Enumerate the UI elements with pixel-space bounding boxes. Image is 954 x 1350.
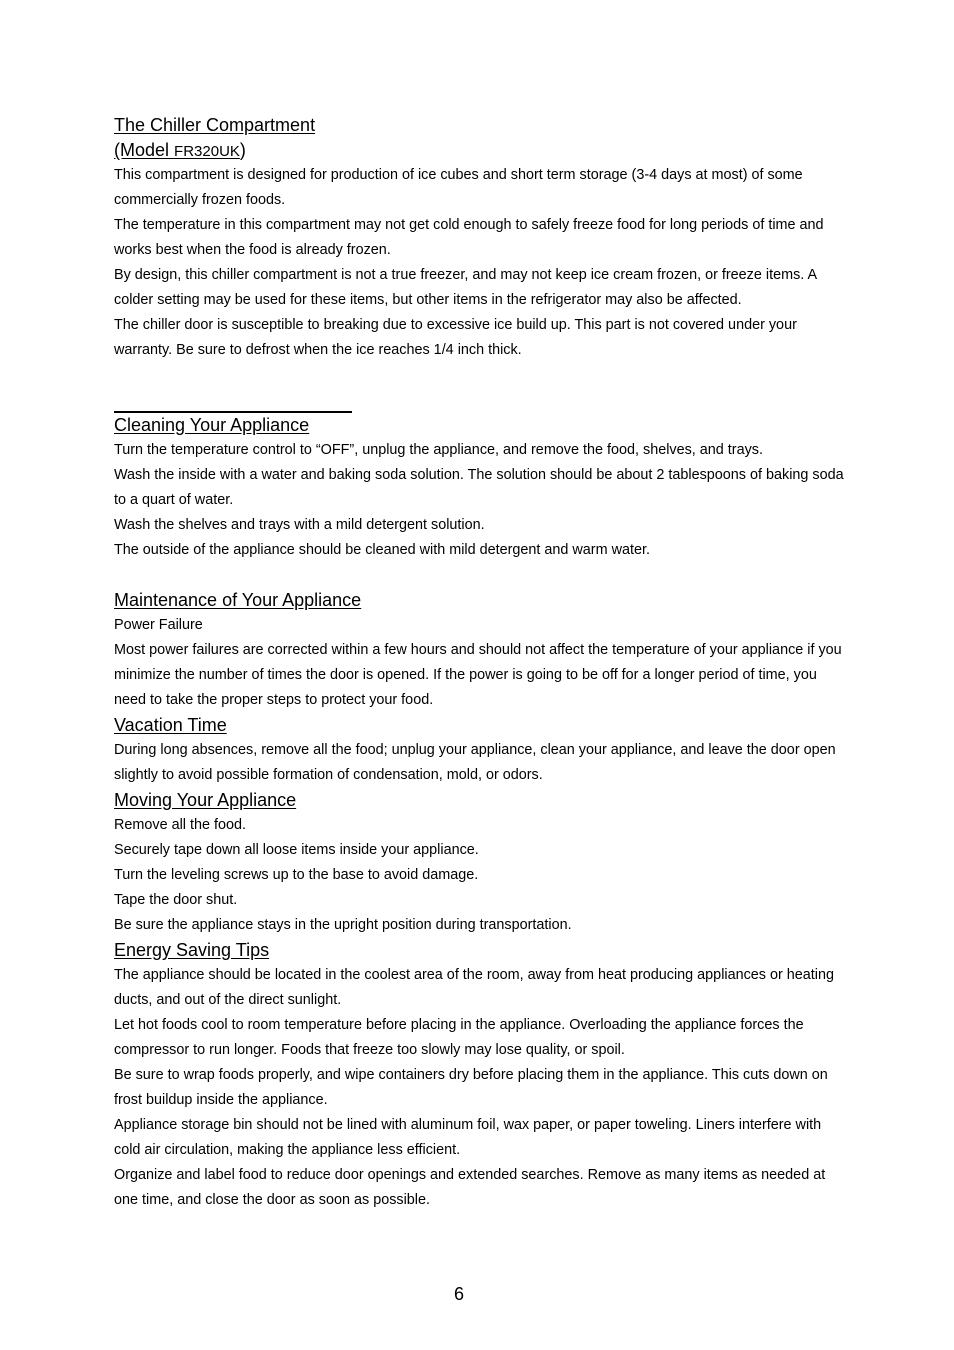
maintenance-subheading: Power Failure <box>114 617 203 633</box>
maintenance-heading <box>114 588 849 613</box>
maintenance-title: Maintenance of Your Appliance <box>114 590 362 610</box>
chiller-paragraph: The temperature in this compartment may not get cold enough to safely freeze food for long periods of time and works best when the food is already frozen. <box>114 217 824 258</box>
model-close: ) <box>239 140 246 160</box>
maintenance-paragraph: Most power failures are corrected within a few hours and should not affect the temperature of your appliance if you minimize the number of times the door is opened. If the power is going to be off for a longer period of time, you need to take the proper steps to protect your food. <box>114 642 842 708</box>
chiller-model-line <box>114 138 849 163</box>
chiller-paragraph: By design, this chiller compartment is not a true freezer, and may not keep ice cream frozen, or freeze items. A colder setting may be used for these items, but other items in the refrigerator may also be affected. <box>114 267 817 308</box>
cleaning-paragraph: The outside of the appliance should be cleaned with mild detergent and warm water. <box>114 542 650 558</box>
cleaning-paragraph: Wash the shelves and trays with a mild detergent solution. <box>114 517 485 533</box>
cleaning-paragraph: Wash the inside with a water and baking soda solution. The solution should be about 2 tablespoons of baking soda to a quart of water. <box>114 467 844 508</box>
moving-title: Moving Your Appliance <box>114 790 297 810</box>
cleaning-heading <box>114 413 849 438</box>
moving-paragraph: Tape the door shut. <box>114 892 238 908</box>
section-divider-wrap <box>114 363 849 413</box>
energy-paragraph: Be sure to wrap foods properly, and wipe containers dry before placing them in the appliance. This cuts down on frost buildup inside the appliance. <box>114 1067 828 1108</box>
cleaning-paragraph: Turn the temperature control to “OFF”, unplug the appliance, and remove the food, shelves, and trays. <box>114 442 763 458</box>
chiller-paragraph: The chiller door is susceptible to breaking due to excessive ice build up. This part is not covered under your warranty. Be sure to defrost when the ice reaches 1/4 inch thick. <box>114 317 797 358</box>
section-divider <box>114 411 352 413</box>
vacation-heading <box>114 713 849 738</box>
moving-paragraph: Remove all the food. <box>114 817 246 833</box>
chiller-paragraph: This compartment is designed for production of ice cubes and short term storage (3-4 days at most) of some commercially frozen foods. <box>114 167 803 208</box>
vacation-paragraph: During long absences, remove all the food; unplug your appliance, clean your appliance, and leave the door open slightly to avoid possible formation of condensation, mold, or odors. <box>114 742 836 783</box>
vacation-title: Vacation Time <box>114 715 227 735</box>
moving-paragraph: Turn the leveling screws up to the base to avoid damage. <box>114 867 479 883</box>
moving-paragraph: Be sure the appliance stays in the upright position during transportation. <box>114 917 572 933</box>
page-number: 6 <box>453 1284 464 1304</box>
moving-heading <box>114 788 849 813</box>
chiller-title: The Chiller Compartment <box>114 115 316 135</box>
model-code: FR320 <box>174 143 220 160</box>
energy-paragraph: Let hot foods cool to room temperature before placing in the appliance. Overloading the appliance forces the compressor to run longer. Foods that freeze too slowly may lose quality, or spoil. <box>114 1017 804 1058</box>
chiller-heading <box>114 113 849 138</box>
spacer <box>114 563 849 588</box>
energy-heading <box>114 938 849 963</box>
moving-paragraph: Securely tape down all loose items inside your appliance. <box>114 842 479 858</box>
energy-paragraph: Appliance storage bin should not be lined with aluminum foil, wax paper, or paper toweling. Liners interfere with cold air circulation, making the appliance less efficient. <box>114 1117 822 1158</box>
energy-paragraph: The appliance should be located in the coolest area of the room, away from heat producing appliances or heating ducts, and out of the direct sunlight. <box>114 967 834 1008</box>
energy-paragraph: Organize and label food to reduce door openings and extended searches. Remove as many items as needed at one time, and close the door as soon as possible. <box>114 1167 826 1208</box>
model-open: (Model <box>114 140 175 160</box>
model-suffix: UK <box>219 143 240 160</box>
cleaning-title: Cleaning Your Appliance <box>114 415 310 435</box>
document-body <box>114 113 849 1213</box>
energy-title: Energy Saving Tips <box>114 940 270 960</box>
